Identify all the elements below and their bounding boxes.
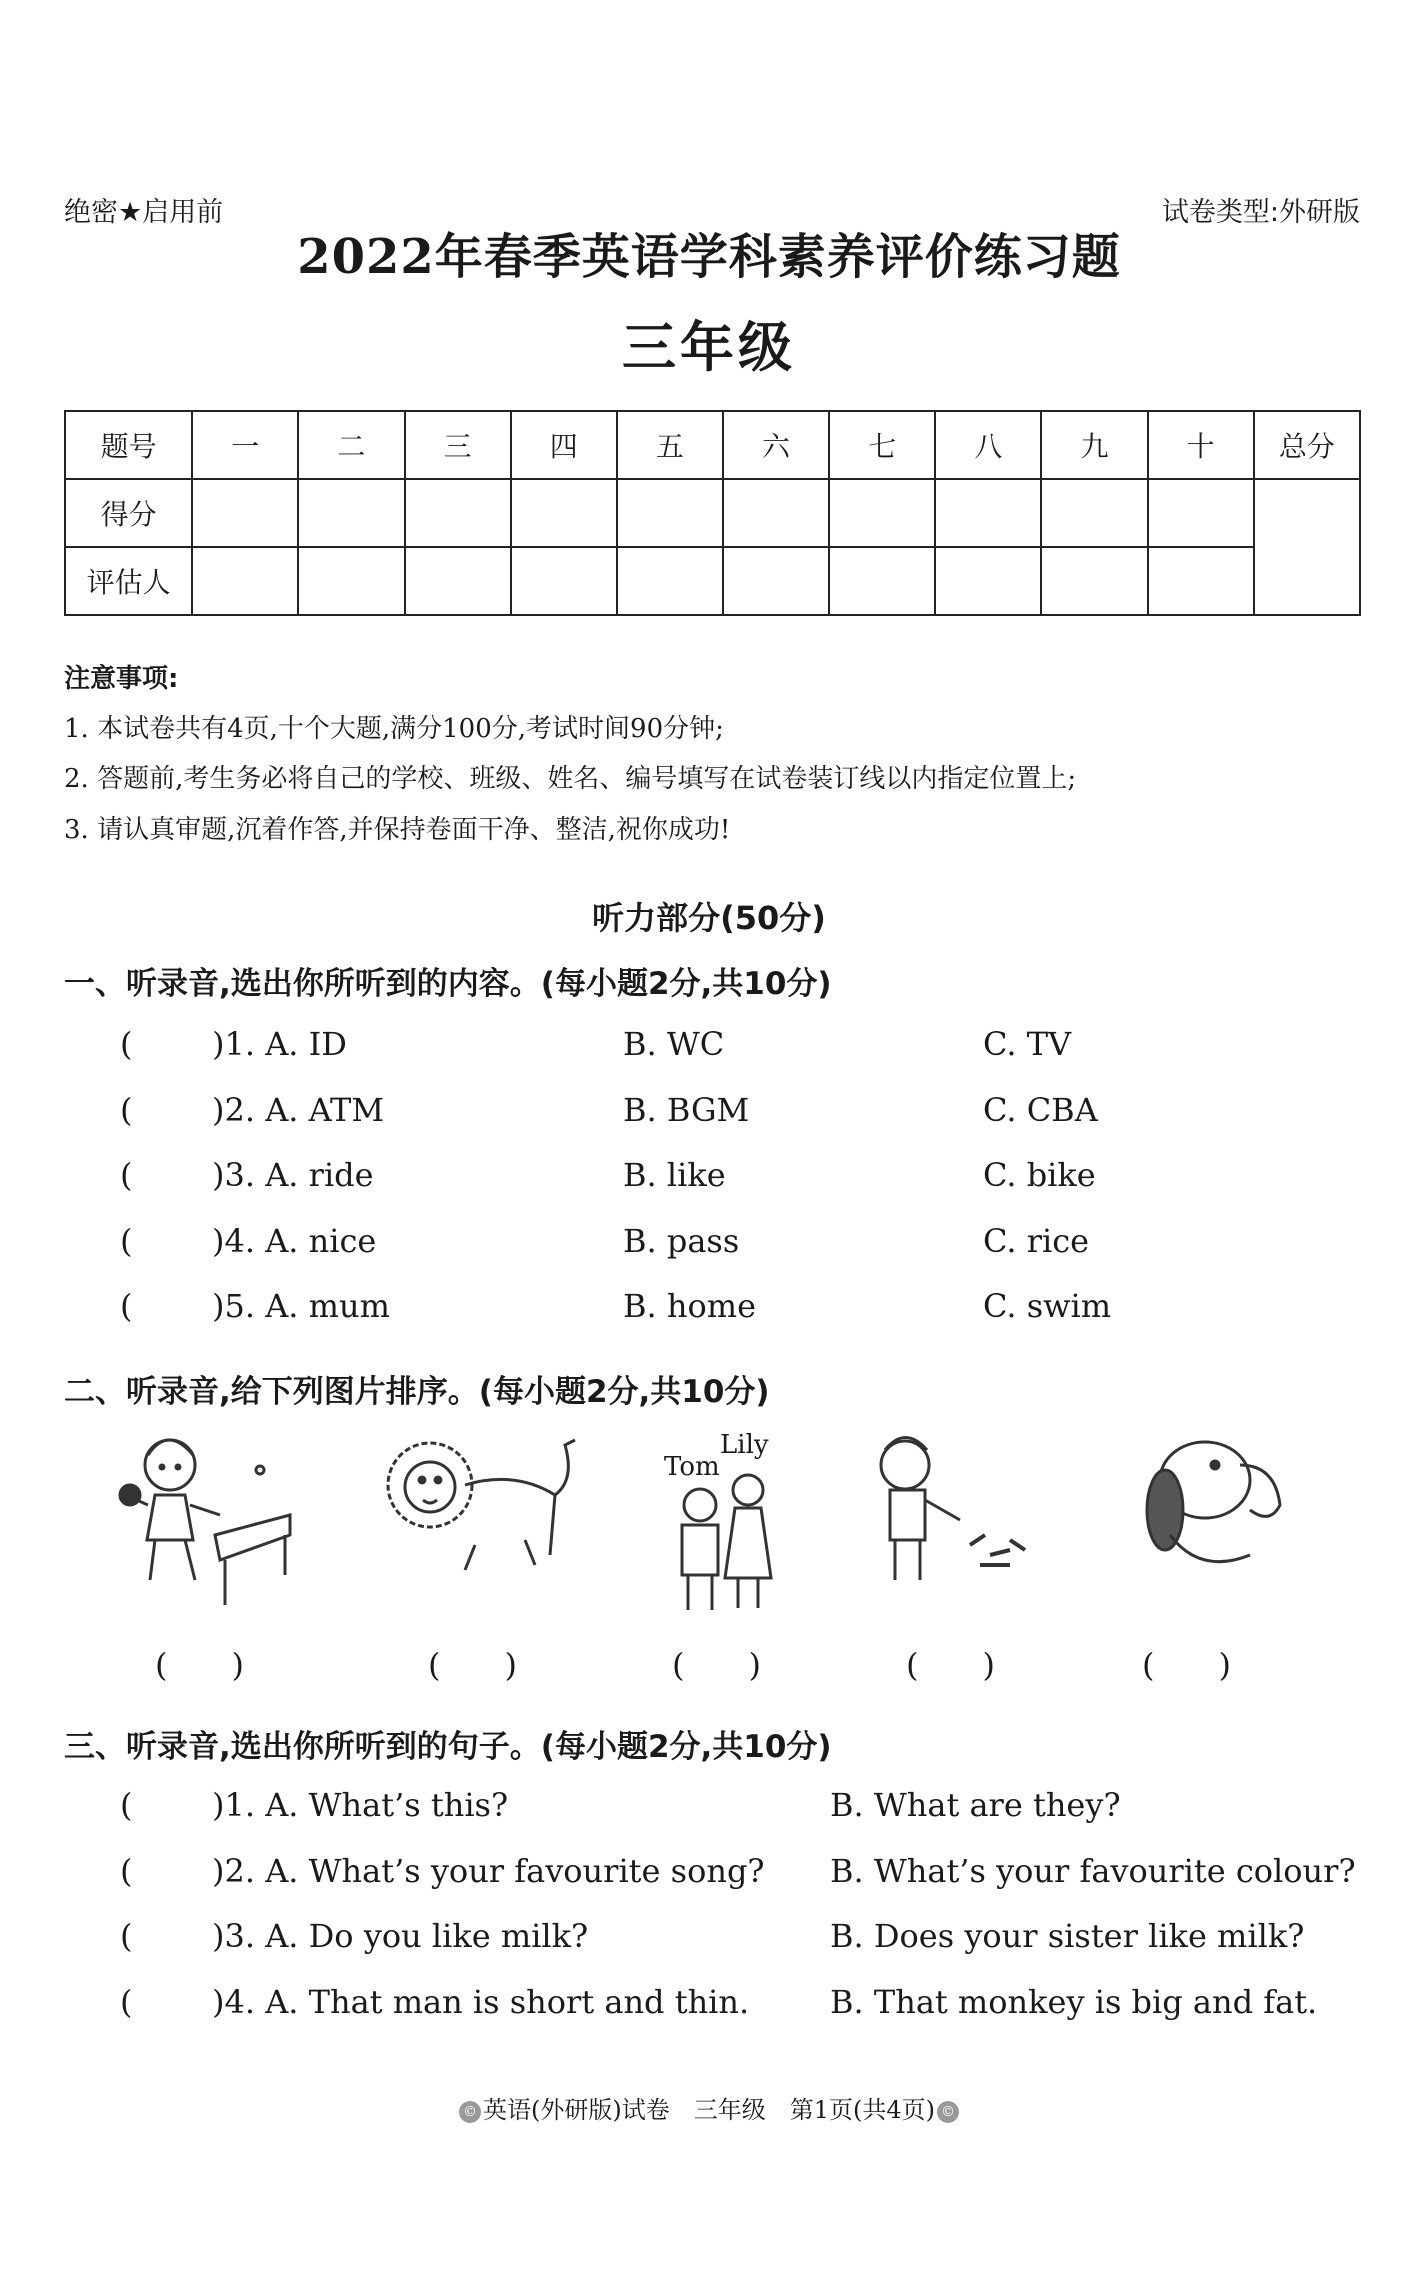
answer-paren[interactable]: ( ) [672, 1646, 761, 1684]
answer-blank-open[interactable]: ( [120, 1025, 133, 1063]
question-option-b: B. home [623, 1287, 757, 1325]
table-header-cell: 题号 [65, 411, 192, 479]
question-option-c: C. swim [983, 1287, 1112, 1325]
grade-title: 三年级 [622, 315, 796, 379]
answer-blank-open[interactable]: ( [120, 1917, 133, 1955]
question-option-c: C. CBA [983, 1090, 1098, 1129]
table-header-cell: 七 [829, 411, 935, 479]
question-option-a: )2. A. What’s your favourite song? [212, 1851, 765, 1890]
lion-picture [375, 1425, 585, 1575]
row-label: 评估人 [65, 547, 192, 615]
note-item: 1. 本试卷共有4页,十个大题,满分100分,考试时间90分钟; [64, 714, 724, 744]
score-cell [298, 479, 404, 547]
question-option-a: )3. A. ride [212, 1156, 374, 1194]
assessor-cell [511, 547, 617, 615]
question-option-c: C. rice [983, 1221, 1090, 1260]
question-option-b: B. Does your sister like milk? [830, 1917, 1305, 1955]
assessor-cell [405, 547, 511, 615]
score-cell [617, 479, 723, 547]
question-option-c: C. TV [983, 1025, 1072, 1063]
table-header-row [65, 411, 1360, 479]
table-header-cell: 二 [298, 411, 404, 479]
score-cell [829, 479, 935, 547]
copyright-icon: © [937, 2101, 959, 2123]
answer-blank-open[interactable]: ( [120, 1287, 133, 1325]
answer-blank-open[interactable]: ( [120, 1090, 133, 1129]
score-cell [1041, 479, 1147, 547]
assessor-cell [192, 547, 298, 615]
paper-type-label: 试卷类型:外研版 [1161, 197, 1360, 228]
table-row [65, 547, 1360, 615]
answer-blank-open[interactable]: ( [120, 1851, 133, 1890]
question-option-b: B. That monkey is big and fat. [830, 1982, 1318, 2021]
assessor-cell [829, 547, 935, 615]
question-option-b: B. What are they? [830, 1786, 1121, 1824]
table-header-cell: 五 [617, 411, 723, 479]
question-option-b: B. WC [623, 1025, 725, 1063]
answer-paren[interactable]: ( ) [906, 1646, 995, 1684]
table-header-cell: 九 [1041, 411, 1147, 479]
score-cell [511, 479, 617, 547]
question-option-a: )4. A. nice [212, 1221, 377, 1260]
section2-title: 二、听录音,给下列图片排序。(每小题2分,共10分) [64, 1374, 770, 1410]
section1-title: 一、听录音,选出你所听到的内容。(每小题2分,共10分) [64, 966, 832, 1002]
score-cell [723, 479, 829, 547]
answer-blank-open[interactable]: ( [120, 1156, 133, 1194]
answer-paren[interactable]: ( ) [428, 1646, 517, 1684]
listening-part-title: 听力部分(50分) [592, 899, 826, 937]
question-option-b: B. pass [623, 1221, 740, 1260]
question-option-c: C. bike [983, 1156, 1096, 1194]
table-header-cell: 十 [1148, 411, 1254, 479]
assessor-cell [617, 547, 723, 615]
dog-eating-picture [1130, 1425, 1290, 1575]
score-cell [1148, 479, 1254, 547]
score-table [64, 410, 1361, 616]
answer-blank-open[interactable]: ( [120, 1786, 133, 1824]
question-option-b: B. What’s your favourite colour? [830, 1851, 1356, 1890]
question-option-a: )5. A. mum [212, 1287, 390, 1325]
answer-blank-open[interactable]: ( [120, 1221, 133, 1260]
section3-title: 三、听录音,选出你所听到的句子。(每小题2分,共10分) [64, 1729, 832, 1765]
row-label: 得分 [65, 479, 192, 547]
answer-blank-open[interactable]: ( [120, 1982, 133, 2021]
assessor-cell [723, 547, 829, 615]
footer-text: 英语(外研版)试卷 三年级 第1页(共4页) [483, 2096, 935, 2124]
table-header-cell: 八 [935, 411, 1041, 479]
table-header-cell: 四 [511, 411, 617, 479]
answer-paren[interactable]: ( ) [155, 1646, 244, 1684]
note-item: 3. 请认真审题,沉着作答,并保持卷面干净、整洁,祝你成功! [64, 815, 731, 845]
total-score-cell [1254, 479, 1360, 615]
assessor-cell [935, 547, 1041, 615]
question-option-a: )1. A. ID [212, 1025, 347, 1063]
question-option-b: B. BGM [623, 1090, 750, 1129]
question-option-a: )2. A. ATM [212, 1090, 385, 1129]
note-item: 2. 答题前,考生务必将自己的学校、班级、姓名、编号填写在试卷装订线以内指定位置上; [64, 764, 1077, 794]
score-cell [935, 479, 1041, 547]
table-header-cell: 一 [192, 411, 298, 479]
table-header-cell: 总分 [1254, 411, 1360, 479]
copyright-icon: © [459, 2101, 481, 2123]
question-option-a: )3. A. Do you like milk? [212, 1917, 589, 1955]
lily-label: Lily [720, 1430, 769, 1460]
assessor-cell [1148, 547, 1254, 615]
question-option-a: )4. A. That man is short and thin. [212, 1982, 750, 2021]
assessor-cell [298, 547, 404, 615]
page-title: 2022年春季英语学科素养评价练习题 [297, 229, 1121, 285]
score-cell [192, 479, 298, 547]
tom-label: Tom [664, 1452, 720, 1482]
score-cell [405, 479, 511, 547]
table-header-cell: 三 [405, 411, 511, 479]
answer-paren[interactable]: ( ) [1142, 1646, 1231, 1684]
table-row [65, 479, 1360, 547]
question-option-a: )1. A. What’s this? [212, 1786, 509, 1824]
notes-heading: 注意事项: [64, 664, 179, 694]
table-header-cell: 六 [723, 411, 829, 479]
girl-ping-pong-picture [110, 1425, 300, 1610]
assessor-cell [1041, 547, 1147, 615]
page-footer [0, 2090, 1418, 2125]
confidential-label: 绝密★启用前 [64, 197, 224, 228]
question-option-b: B. like [623, 1156, 726, 1194]
boy-littering-picture [860, 1425, 1050, 1590]
